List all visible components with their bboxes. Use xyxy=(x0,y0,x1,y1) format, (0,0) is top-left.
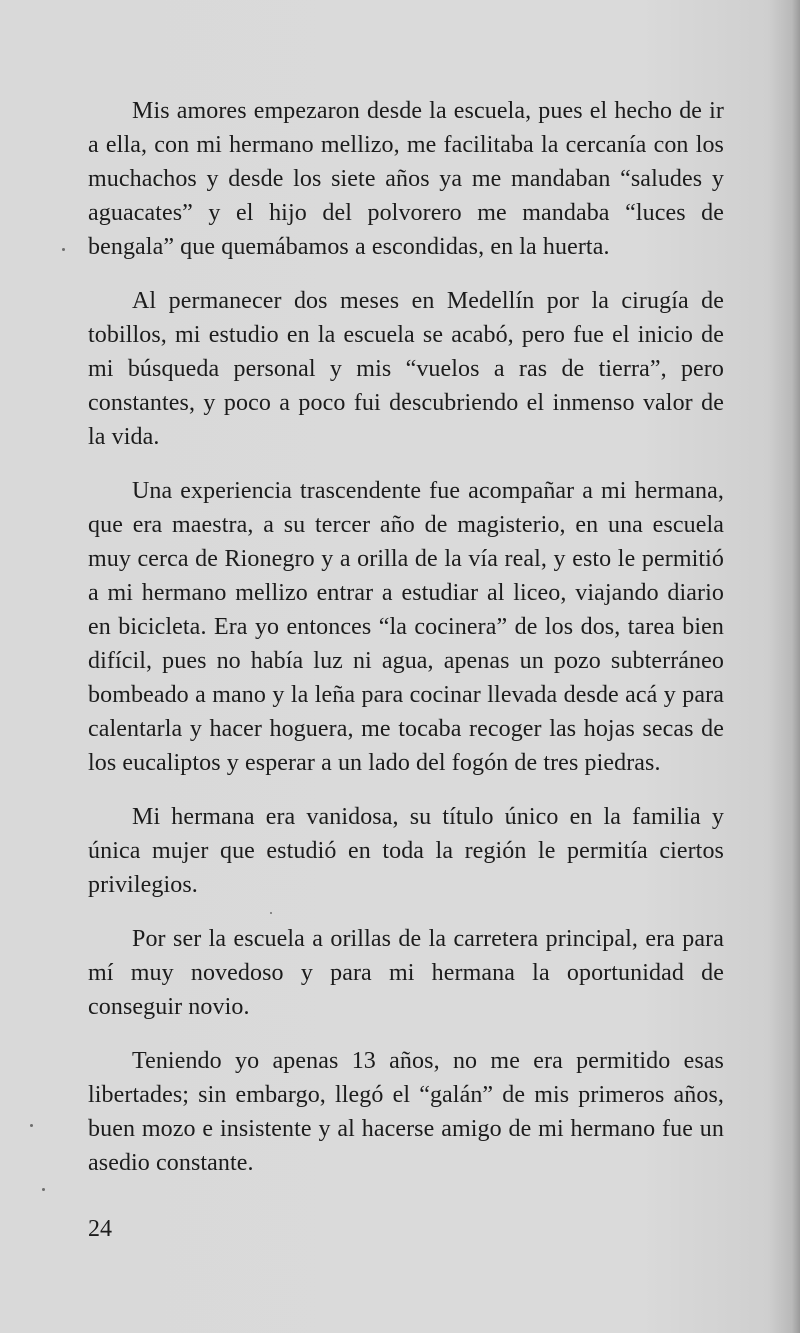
paragraph-2: Al permanecer dos meses en Medellín por la cirugía de tobillos, mi estudio en la escuela se acabó, pero fue el inicio de mi búsqueda personal y mis “vuelos a ras de tierra”, pero constantes, y poco a poco fui descubriendo el inmenso valor de la vida. xyxy=(88,288,724,450)
paragraph-1: Mis amores empezaron desde la escuela, pues el hecho de ir a ella, con mi hermano mellizo, me facilitaba la cercanía con los muchachos y desde los siete años ya me mandaban “saludes y aguacates” y el hijo del polvorero me mandaba “luces de bengala” que quemábamos a escondidas, en la huerta. xyxy=(88,98,724,260)
paragraph-6: Teniendo yo apenas 13 años, no me era permitido esas libertades; sin embargo, llegó el “galán” de mis primeros años, buen mozo e insistente y al hacerse amigo de mi hermano fue un asedio constante. xyxy=(88,1048,724,1176)
scan-speck xyxy=(30,1124,33,1127)
page-number: 24 xyxy=(88,1216,112,1242)
body-text xyxy=(88,94,724,1200)
paragraph-3: Una experiencia trascendente fue acompañar a mi hermana, que era maestra, a su tercer año de magisterio, en una escuela muy cerca de Rionegro y a orilla de la vía real, y esto le permitió a mi hermano mellizo entrar a estudiar al liceo, viajando diario en bicicleta. Era yo entonces “la cocinera” de los dos, tarea bien difícil, pues no había luz ni agua, apenas un pozo subterráneo bombeado a mano y la leña para cocinar llevada desde acá y para calentarla y hacer hoguera, me tocaba recoger las hojas secas de los eucaliptos y esperar a un lado del fogón de tres piedras. xyxy=(88,478,724,776)
scan-speck xyxy=(270,912,272,914)
scan-speck xyxy=(42,1188,45,1191)
paragraph-5: Por ser la escuela a orillas de la carretera principal, era para mí muy novedoso y para mi hermana la oportunidad de conseguir novio. xyxy=(88,926,724,1020)
scan-speck xyxy=(62,248,65,251)
paragraph-4: Mi hermana era vanidosa, su título único en la familia y única mujer que estudió en toda la región le permitía ciertos privilegios. xyxy=(88,804,724,898)
